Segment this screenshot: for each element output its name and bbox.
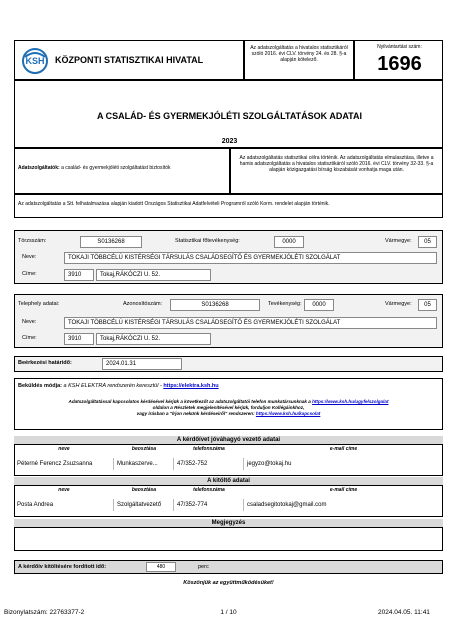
site-zip-field[interactable]: 3910: [64, 333, 94, 345]
county-label: Vármegye:: [385, 238, 412, 244]
footer-page: 1 / 10: [220, 609, 237, 616]
footer-id-value: 22763377-2: [49, 609, 85, 616]
recipients-value: a család- és gyermekjóléti szolgáltatást biztosítók: [61, 165, 171, 171]
time-label: A kérdőív kitöltésére fordított idő:: [18, 564, 107, 570]
org-address-label: Címe:: [22, 271, 37, 277]
help-line-1: Adatszolgáltatással kapcsolatos kérdésével kérjük a következőt az adatszolgáltatói telefon munkatársunknak a https://www.ksh.hu/ugyfelszolgalat: [68, 399, 389, 404]
footer-id-label: Bizonylatszám:: [4, 609, 48, 616]
notes-title: Megjegyzés: [14, 519, 443, 527]
submission-line: [18, 383, 219, 389]
footer-datetime: 2024.04.05. 11:41: [378, 609, 430, 616]
deadline-field: 2024.01.31: [102, 358, 182, 370]
contact-link[interactable]: https://www.ksh.hu/kapcsolat: [255, 411, 321, 416]
filler-title: A kitöltő adatai: [14, 477, 443, 485]
time-field[interactable]: 480: [146, 562, 176, 572]
site-county-label: Vármegye:: [385, 301, 412, 307]
help-block: [20, 399, 437, 417]
activity-field[interactable]: 0000: [304, 299, 334, 311]
stat-label: Statisztikai főtevékenység:: [175, 238, 240, 244]
survey-year: 2023: [221, 138, 238, 145]
registration-label: Nyilvántartási szám:: [377, 44, 422, 50]
site-county-field[interactable]: 05: [418, 299, 437, 311]
approver-position[interactable]: Munkaszerve...: [114, 458, 174, 470]
submission-text: a KSH ELEKTRA rendszerén keresztül -: [63, 383, 162, 389]
thanks-text: Köszönjük az együttműködésüket!: [183, 580, 274, 586]
recipients-box: [14, 148, 230, 194]
filler-col-email: e-mail címe: [329, 487, 358, 493]
org-name-field[interactable]: TOKAJI TÖBBCÉLÚ KISTÉRSÉGI TÁRSULÁS CSALÁDSEGÍTŐ ÉS GYERMEKJÓLÉTI SZOLGÁLAT: [64, 252, 437, 264]
filler-col-title: beosztása: [131, 487, 157, 493]
recipients-label: Adatszolgáltatók:: [18, 165, 60, 171]
activity-label: Tevékenység:: [268, 301, 302, 307]
title-box: [14, 80, 443, 148]
filler-phone[interactable]: 47/352-774: [174, 499, 244, 511]
approver-email[interactable]: jegyzo@tokaj.hu: [247, 461, 292, 467]
org-zip-field[interactable]: 3910: [64, 269, 94, 281]
tax-label: Törzsszám:: [18, 238, 47, 244]
elektra-link[interactable]: https://elektra.ksh.hu: [163, 383, 219, 389]
approver-title: A kérdőívet jóváhagyó vezető adatai: [14, 436, 443, 444]
site-name-label: Neve:: [22, 319, 37, 325]
filler-col-name: neve: [58, 487, 70, 493]
site-name-field[interactable]: TOKAJI TÖBBCÉLÚ KISTÉRSÉGI TÁRSULÁS CSALÁDSEGÍTŐ ÉS GYERMEKJÓLÉTI SZOLGÁLAT: [64, 317, 437, 329]
deadline-section: [14, 356, 443, 372]
approver-col-name: neve: [58, 446, 70, 452]
submission-label: Beküldés módja:: [18, 383, 63, 389]
penalty-note: Az adatszolgáltatás statisztikai célra történik. Az adatszolgáltatás elmulasztása, illetve a hamis adatszolgáltatás a hivatalos statisztikáról szóló 2016. évi CLV. törvény 32-33. §-a alapján közigazgatási bírság kiszabását vonhatja maga után.: [230, 148, 443, 194]
approver-phone[interactable]: 47/352-752: [174, 458, 244, 470]
org-address-field[interactable]: Tokaj,RÁKÓCZI U. 52.: [96, 269, 211, 281]
header-office-box: [14, 40, 244, 80]
county-field[interactable]: 05: [418, 236, 437, 248]
time-unit: perc: [198, 564, 209, 570]
deadline-label: Beérkezési határidő:: [18, 360, 72, 366]
stat-field[interactable]: 0000: [274, 236, 304, 248]
tax-field[interactable]: S0136268: [80, 236, 142, 248]
site-address-field[interactable]: Tokaj,RÁKÓCZI U. 52.: [96, 333, 211, 345]
helpdesk-link[interactable]: https://www.ksh.hu/ugyfelszolgalat: [312, 399, 389, 404]
page-title: A CSALÁD- ÉS GYERMEKJÓLÉTI SZOLGÁLTATÁSOK ADATAI: [97, 111, 362, 121]
site-id-label: Azonosítószám:: [123, 301, 163, 307]
filler-position[interactable]: Szolgáltatvezető: [114, 499, 174, 511]
approver-name[interactable]: Péterné Ferencz Zsuzsanna: [14, 458, 114, 470]
office-name: KÖZPONTI STATISZTIKAI HIVATAL: [55, 55, 204, 65]
filler-name[interactable]: Posta Andrea: [14, 499, 114, 511]
logo-text: KSH: [25, 56, 45, 66]
site-address-label: Címe:: [22, 335, 37, 341]
ksh-logo: [19, 47, 51, 75]
filler-col-phone: telefonszáma: [193, 487, 225, 493]
help-line-2: oldalon a Részletek megjelenítésével kérjük, forduljon Kollégáinkhoz,: [152, 405, 305, 410]
site-label: Telephely adatai:: [18, 301, 60, 307]
footer-doc-id: [4, 609, 84, 616]
legal-note: Az adatszolgáltatás a hivatalos statisztikáról szóló 2016. évi CLV. törvény 24. és 28. §-a alapján kötelező.: [244, 40, 354, 80]
site-id-field[interactable]: S0136268: [170, 299, 260, 311]
approver-col-phone: telefonszáma: [193, 446, 225, 452]
approver-col-title: beosztása: [131, 446, 157, 452]
registration-number: 1696: [377, 53, 422, 75]
program-note: Az adatszolgáltatás a Stt. felhatalmazása alapján kiadott Országos Statisztikai Adatfelvételi Programról szóló Korm. rendelet alapján történik.: [14, 194, 443, 218]
org-name-label: Neve:: [22, 254, 37, 260]
recipients-text: [18, 165, 228, 171]
filler-email[interactable]: csaladsegitotokaj@gmail.com: [247, 502, 327, 508]
registration-box: [354, 40, 443, 80]
help-line-3: vagy írásban a "Írjon nekünk kérdéseiről" rendszeren: https://www.ksh.hu/kapcsolat: [136, 411, 321, 416]
notes-field[interactable]: [14, 527, 443, 551]
approver-col-email: e-mail címe: [329, 446, 358, 452]
